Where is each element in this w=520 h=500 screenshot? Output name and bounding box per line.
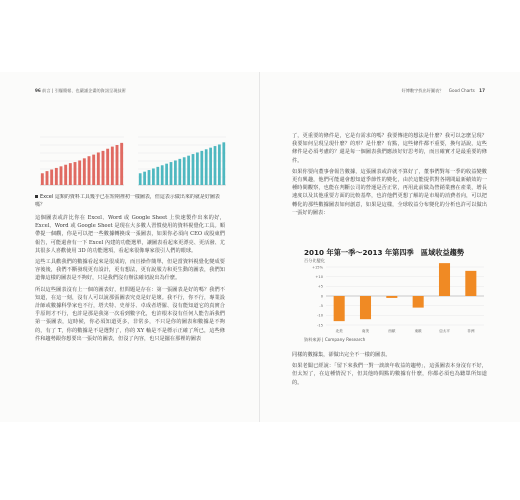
regional-category-label: 南美 (361, 329, 370, 333)
left-paragraph-2: 這些工具歡我們的數據看起來是很成的，而且操作簡單，但是當資料視覺化變成要容後後，我們不斷發現更有設計，更有想法，更有說服力和更生動的圖表，我們知道像這樣的圖表是不夠好，只是我們沒有辦法確切說出為什麼。 (35, 259, 225, 282)
teal-bar (170, 162, 173, 185)
red-bar (78, 160, 81, 185)
teal-bar (218, 144, 221, 185)
teal-bar (148, 170, 151, 185)
regional-bar (439, 263, 450, 296)
teal-bar (178, 159, 181, 185)
red-bar-chart (32, 134, 126, 188)
red-bar (88, 156, 91, 185)
red-bar (102, 151, 105, 185)
teal-bar (214, 146, 217, 185)
regional-bar (334, 296, 345, 321)
teal-bar (161, 165, 164, 185)
teal-bar (183, 157, 186, 185)
figure-caption (35, 194, 225, 209)
teal-bar-chart (130, 134, 228, 188)
regional-y-tick-label: +10 (315, 274, 323, 279)
regional-y-tick-label: 0 (320, 294, 323, 299)
regional-chart-source: 資料來源 | Company Research (304, 337, 366, 342)
regional-bar (386, 296, 397, 298)
right-paragraph-4: 如果老闆已經說：「留下來我們一對一談談年收益的趨勢」，這張圖表本身沒有不好，但太短了，在這種情況下，但其他時間點的數據有什麼，你都必須也為聽眾所知道的。 (292, 363, 487, 386)
caption-marker (35, 195, 38, 198)
right-paragraph-1: 了，更重要的條件是，它是有需求的嗎？我要傳達的想法是什麼？我可以怎麼呈現？我要如何呈現呈現什麼？的形？是什麼？有點，這些條件都不重要，換句話說，這些條件是必須考慮的？還是每一個圖表我們應該好好思考的，而且確實才是最重要的條件。 (292, 133, 487, 164)
red-bar (111, 147, 114, 185)
regional-category-label: 西歐 (388, 329, 396, 333)
teal-bar (152, 168, 155, 185)
teal-bar (174, 160, 177, 185)
left-page-number: 96 (35, 88, 41, 93)
teal-bar (187, 156, 190, 185)
red-bar (69, 163, 72, 185)
left-paragraph-1: 這個圖表或許比你在 Excel、Word 或 Google Sheet 上快速製作出來的好，Excel、Word 或 Google Sheet 是現在大多數人習慣使用的資料視覺化工具。順帶提一個觀，你是可以把一些數據轉換成一張圖表，如果你必須向 CEO 或股東們報告，可能還會有一下 Excel 內建的功能選單，讓圖表看起來更漂亮、更活潑、尤其很多人喜歡使用 3D 的功能選項，看起來很像專家很引人們的眼球。 (35, 215, 225, 254)
left-body-text (35, 214, 225, 422)
right-running-head-brand: Good Charts (448, 88, 475, 93)
red-bar (106, 149, 109, 185)
right-body-text-top (292, 132, 487, 248)
red-bar (55, 168, 58, 185)
regional-bar (360, 296, 371, 319)
regional-bar (465, 271, 476, 296)
regional-y-tick-label: +15% (312, 265, 323, 270)
regional-chart-subtitle: 百分比變化 (304, 258, 325, 263)
right-page (260, 72, 520, 422)
teal-bar (209, 148, 212, 185)
red-bar (83, 158, 86, 185)
regional-category-label: 非洲 (467, 329, 475, 333)
teal-bar (165, 164, 168, 185)
regional-y-tick-label: -10 (317, 313, 323, 318)
caption-text: Excel 這類的資料工具幾乎已在短期裡初一樣圖表，但這表示做出來的就是好圖表嗎？ (35, 194, 220, 208)
teal-bar (139, 173, 142, 185)
teal-bar (200, 151, 203, 185)
left-paragraph-3: 所以這些圖表沒有上一個的圖表好，但問題是存在：第一張圖表是好的嗎？我們不知道，在這一刻，沒有人可以說那張圖表究竟是好是壞。我不行，你不行，專業設計師或數據科學家也不行，塔夫特、史蒂芬、卓成者塔羅、沒有能知道它的真實合乎原則才不行，也許是那是我第一次看到數字化，也許根本沒有任何人能告訴我們第一張圖表，這時候，你必須知道更多，非常多，不只是你的圖表和數據是不夠的，有了 T，你的數據是不是選對了，你的 XY 軸是不是標示正確了所已，這些條件和趨勢跟你想要出一張好的圖表，但沒了內容，也只是擺在那裡的圖表 (35, 286, 225, 342)
red-bar (92, 155, 95, 185)
regional-y-tick-label: -15 (317, 323, 323, 328)
right-running-head (402, 88, 485, 94)
red-bar (60, 166, 63, 185)
red-bar (64, 165, 67, 185)
regional-bar (413, 296, 424, 308)
teal-bar (196, 152, 199, 185)
left-running-head (35, 88, 126, 94)
regional-y-tick-label: -5 (319, 303, 323, 308)
right-body-text-bottom (292, 351, 487, 391)
right-page-number: 17 (479, 88, 485, 93)
teal-bar (222, 142, 225, 185)
regional-category-label: 東歐 (414, 329, 422, 333)
red-bar (46, 171, 49, 185)
regional-y-tick-label: +5 (317, 284, 323, 289)
right-paragraph-2: 如果你要向董事會報告數據，這張圖表或許就不算好了，董事們對每一季的收益變數更有興趣，他們可能還會想知道季節性的變化，由於這能提供對各期間最新績效的一種時間觀察，也能在判斷公司的營運是否正常，再用此前做為營銷業務在產業，增長速度以及其他重要方面的比較基準，也許他們更想了解的是市場的消費者向，可以把轉化的那些數據圖表如何創意，如果是這樣，全球收益分布變化的分析也許可以做出一張好的圖表： (292, 168, 487, 216)
right-paragraph-3: 同樣的數據集，卻做出完全不一樣的圖表。 (292, 352, 391, 358)
teal-bar (143, 172, 146, 185)
regional-category-label: 北美 (335, 329, 343, 333)
teal-bar (192, 154, 195, 185)
red-bar (41, 173, 44, 185)
teal-bar (205, 149, 208, 185)
red-bar (120, 143, 123, 185)
red-bar (50, 170, 53, 185)
left-running-head-text: 前言 | 引爆簡報、也嚴謹企畫的資訊呈現技術 (42, 88, 126, 93)
regional-revenue-chart (304, 263, 490, 335)
regional-category-label: 亞太平 (439, 329, 450, 333)
right-running-head-text: 好博數字找出好圖表？ (401, 88, 444, 93)
regional-chart-title: 2010 年第一季～2013 年第四季 區域收益趨勢 (304, 248, 465, 257)
red-bar (116, 145, 119, 185)
teal-bar (156, 167, 159, 185)
left-page (0, 72, 259, 422)
red-bar (74, 162, 77, 185)
red-bar (97, 152, 100, 185)
